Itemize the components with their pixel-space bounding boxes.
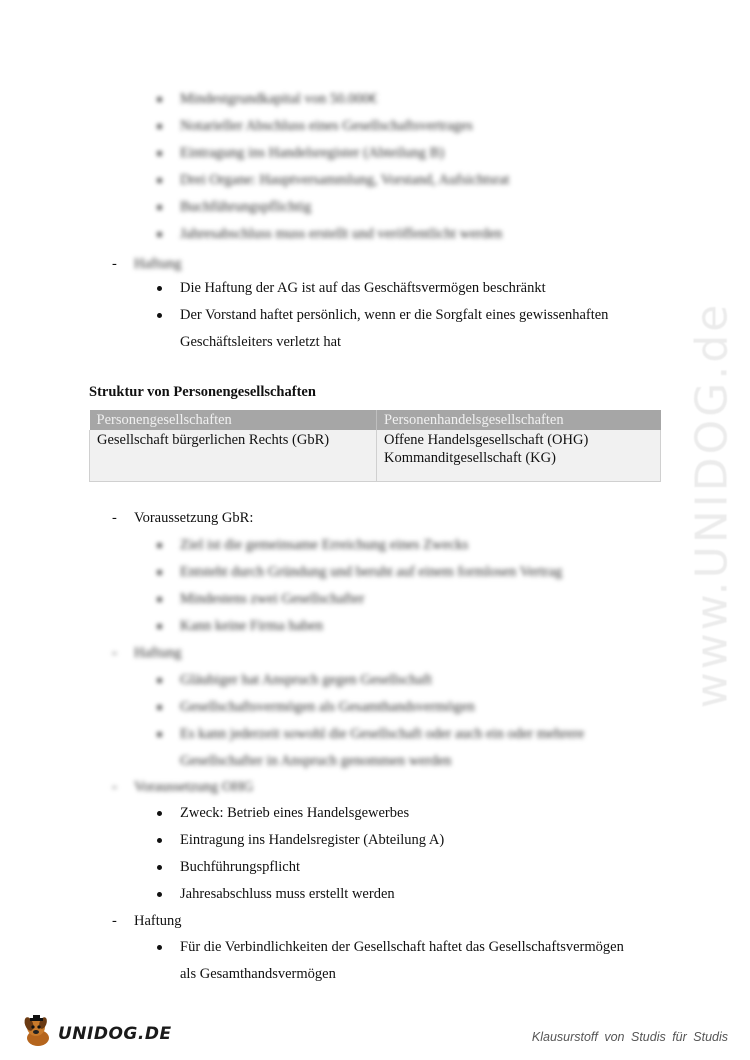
column-header: Personengesellschaften <box>90 410 377 430</box>
list-item: Zweck: Betrieb eines Handelsgewerbes <box>155 800 675 827</box>
list-item: Jahresabschluss muss erstellt werden <box>155 881 675 908</box>
ohg-requirements-label: - Voraussetzung OHG <box>112 779 254 795</box>
ohg-liability-label: - Haftung <box>112 913 182 929</box>
table-header-row <box>90 410 661 430</box>
list-item: Drei Organe: Hauptversammlung, Vorstand, Aufsichtsrat <box>155 167 675 194</box>
logo-text: UNIDOG.DE <box>58 1023 172 1044</box>
dog-mascot-icon <box>22 1014 56 1053</box>
table-row <box>90 430 661 482</box>
ohg-liability-list <box>155 934 675 988</box>
ag-liability-label: - Haftung <box>112 256 182 272</box>
list-item: Eintragung ins Handelsregister (Abteilung B) <box>155 140 675 167</box>
list-item: Mindestens zwei Gesellschafter <box>155 586 675 613</box>
list-item: Buchführungspflicht <box>155 854 675 881</box>
structure-table <box>89 410 661 482</box>
gbr-requirements-list <box>155 532 675 640</box>
list-item: Buchführungspflichtig <box>155 194 675 221</box>
list-item: Mindestgrundkapital von 50.000€ <box>155 86 675 113</box>
table-cell: Offene Handelsgesellschaft (OHG) Kommanditgesellschaft (KG) <box>377 430 661 482</box>
unidog-logo[interactable] <box>22 1014 172 1053</box>
ag-requirements-list <box>155 86 675 248</box>
list-item: Eintragung ins Handelsregister (Abteilung A) <box>155 827 675 854</box>
gbr-liability-label: - Haftung <box>112 645 182 661</box>
ag-liability-list <box>155 275 675 356</box>
ohg-requirements-list <box>155 800 675 908</box>
list-item: Kann keine Firma haben <box>155 613 675 640</box>
list-item: Gesellschaftsvermögen als Gesamthandsvermögen <box>155 694 675 721</box>
list-item: Jahresabschluss muss erstellt und veröffentlicht werden <box>155 221 675 248</box>
list-item: Notarieller Abschluss eines Gesellschaftsvertrages <box>155 113 675 140</box>
gbr-liability-list <box>155 667 675 775</box>
table-cell: Gesellschaft bürgerlichen Rechts (GbR) <box>90 430 377 482</box>
footer-tagline: Klausurstoff von Studis für Studis <box>531 1030 728 1044</box>
list-item: Der Vorstand haftet persönlich, wenn er die Sorgfalt eines gewissenhaften Geschäftsleiters verletzt hat <box>155 302 675 356</box>
column-header: Personenhandelsgesellschaften <box>377 410 661 430</box>
list-item: Ziel ist die gemeinsame Erreichung eines Zwecks <box>155 532 675 559</box>
watermark-text: www.UNIDOG.de <box>686 301 738 709</box>
list-item: Für die Verbindlichkeiten der Gesellschaft haftet das Gesellschaftsvermögen als Gesamthandsvermögen <box>155 934 675 988</box>
structure-heading: Struktur von Personengesellschaften <box>89 384 316 400</box>
list-item: Es kann jederzeit sowohl die Gesellschaft oder auch ein oder mehrere Gesellschafter in Anspruch genommen werden <box>155 721 620 775</box>
list-item: Gläubiger hat Anspruch gegen Gesellschaft <box>155 667 675 694</box>
gbr-requirements-label: - Voraussetzung GbR: <box>112 510 254 526</box>
list-item: Die Haftung der AG ist auf das Geschäftsvermögen beschränkt <box>155 275 675 302</box>
list-item: Entsteht durch Gründung und beruht auf einem formlosen Vertrag <box>155 559 675 586</box>
